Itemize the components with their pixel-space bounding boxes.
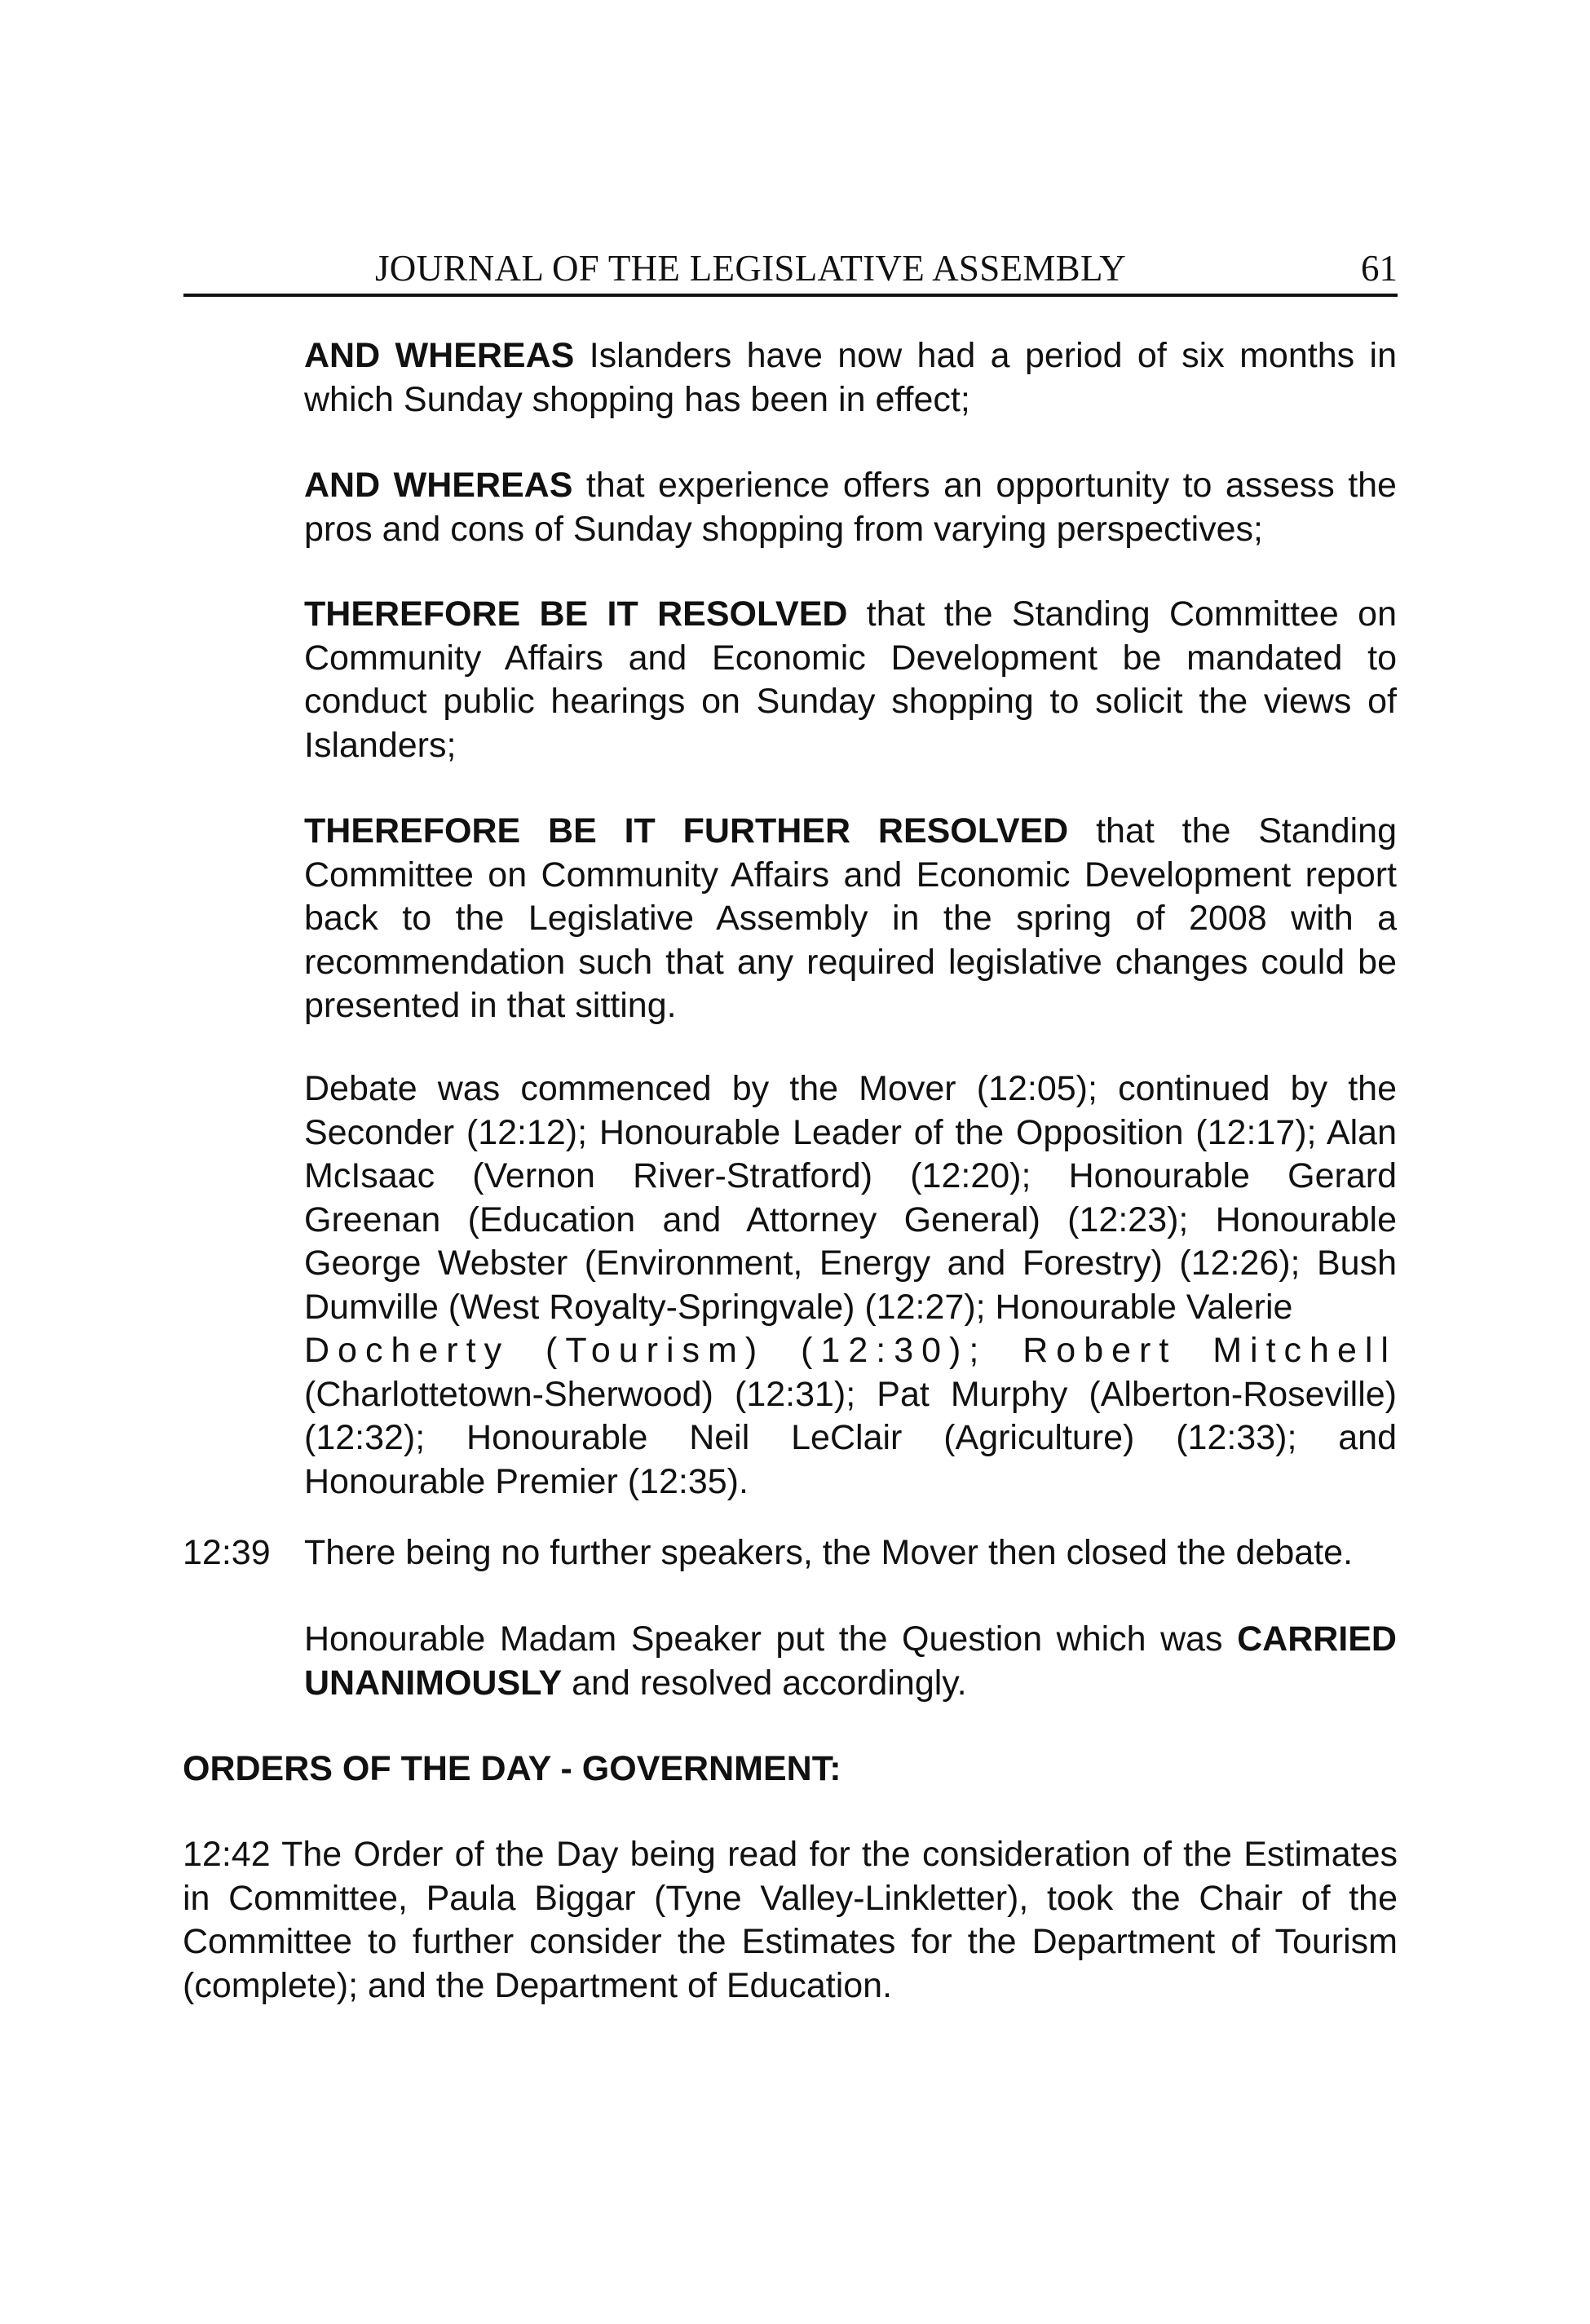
question-paragraph (304, 1618, 1397, 1705)
debate-text-spaced-line: Docherty (Tourism) (12:30); Robert Mitchell (304, 1331, 1397, 1370)
whereas-lead-2: AND WHEREAS (304, 466, 573, 505)
whereas-paragraph-2 (304, 464, 1397, 551)
running-header (183, 243, 1398, 297)
whereas-paragraph-1 (304, 334, 1397, 422)
debate-text-part-2: (Charlottetown-Sherwood) (12:31); Pat Murphy (Alberton-Roseville) (12:32); Honourable Neil LeClair (Agriculture) (12:33); and Honourable Premier (12:35). (304, 1374, 1397, 1501)
whereas-lead-1: AND WHEREAS (304, 336, 575, 375)
question-pre: Honourable Madam Speaker put the Question which was (304, 1619, 1238, 1659)
close-time: 12:39 (183, 1533, 271, 1572)
journal-title: JOURNAL OF THE LEGISLATIVE ASSEMBLY (375, 248, 1127, 289)
whereas-text-2: that experience offers an opportunity to assess the pros and cons of Sunday shopping from varying perspectives; (304, 466, 1397, 549)
resolved-text: that the Standing Committee on Community Affairs and Economic Development be mandated to conduct public hearings on Sunday shopping to solicit the views of Islanders; (304, 594, 1397, 765)
question-result: CARRIED UNANIMOUSLY (304, 1619, 1397, 1703)
further-resolved-lead: THEREFORE BE IT FURTHER RESOLVED (304, 811, 1069, 851)
whereas-text-1: Islanders have now had a period of six months in which Sunday shopping has been in effect; (304, 336, 1397, 419)
resolved-paragraph (304, 593, 1397, 767)
debate-closed-entry (183, 1531, 1398, 1575)
question-post: and resolved accordingly. (562, 1663, 967, 1703)
further-resolved-text: that the Standing Committee on Community Affairs and Economic Development report back to the Legislative Assembly in the spring of 2008 with a recommendation such that any required legislative changes could be presented in that sitting. (304, 811, 1398, 1025)
page-number: 61 (1361, 248, 1398, 289)
further-resolved-paragraph (304, 810, 1397, 1028)
orders-paragraph: 12:42 The Order of the Day being read for the consideration of the Estimates in Committee, Paula Biggar (Tyne Valley-Linkletter), took the Chair of the Committee to further consider the Estimates for the Department of Tourism (complete); and the Department of Education. (183, 1835, 1398, 2005)
debate-paragraph (304, 1067, 1397, 1504)
resolved-lead: THEREFORE BE IT RESOLVED (304, 594, 848, 634)
debate-text-part-1: Debate was commenced by the Mover (12:05); continued by the Seconder (12:12); Honourable Leader of the Opposition (12:17); Alan McIsaac (Vernon River-Stratford) (12:20); Honourable Gerard Greenan (Education and Attorney General) (12:23); Honourable George Webster (Environment, Energy and Forestry) (12:26); Bush Dumville (West Royalty-Springvale) (12:27); Honourable Valerie (304, 1069, 1397, 1327)
orders-heading: ORDERS OF THE DAY - GOVERNMENT: (183, 1749, 841, 1788)
close-text: There being no further speakers, the Mover then closed the debate. (304, 1533, 1354, 1572)
